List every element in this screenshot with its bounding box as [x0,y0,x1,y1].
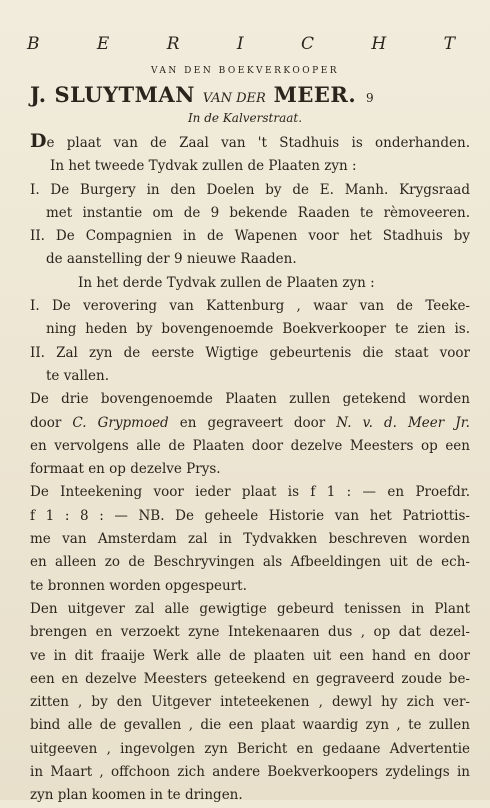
paragraph-4-line-1: De Inteekening voor ieder plaat is f 1 : — en Proefdr. [30,484,470,501]
paragraph-3-line-2 [30,412,470,435]
publisher-initial: J. [30,82,47,107]
paragraph-4-line-4: en alleen zo de Beschryvingen als Afbeeldingen uit de ech- [30,554,470,571]
paragraph-3-text-c: en gegraveert door [168,414,337,431]
item-4-line-1: II. Zal zyn de eerste Wigtige gebeurtenis die staat voor [30,344,470,361]
item-2-line-1: II. De Compagnien in de Wapenen voor het Stadhuis by [30,228,470,245]
item-1-line-2: met instantie om de 9 bekende Raaden te rèmoveeren. [46,204,470,221]
item-1-line-1: I. De Burgery in den Doelen by de E. Manh. Krygsraad [30,181,470,198]
paragraph-5-line-1: Den uitgever zal alle gewigtige gebeurd tenissen in Plant [30,600,470,617]
paragraph-3-line-3: en vervolgens alle de Plaaten door dezelve Meesters op een [30,437,470,454]
paragraph-5-line-2: brengen en verzoekt zyne Intekenaaren dus , op dat dezel- [30,624,470,641]
document-subtitle: VAN DEN BOEKVERKOOPER [150,66,340,76]
publisher-surname: MEER. [273,82,357,107]
publisher-mark: 9 [365,91,375,105]
drop-cap: D [30,130,47,152]
paragraph-5-line-4: een en dezelve Meesters geteekend en gegraveerd zoude be- [30,670,470,687]
paragraph-5-line-8: in Maart , offchoon zich andere Boekverkoopers zydelings in [30,764,470,781]
paragraph-4-line-3: me van Amsterdam zal in Tydvakken beschreven worden [30,531,470,548]
publisher-name: SLUYTMAN [54,82,195,107]
engraver-name: N. v. d. Meer Jr. [336,414,470,431]
publisher-location: In de Kalverstraat. [187,111,303,125]
publisher-line [30,82,470,107]
paragraph-4-line-2: f 1 : 8 : — NB. De geheele Historie van het Patriottis- [30,507,470,524]
item-4-line-2: te vallen. [46,367,109,384]
document-title: B E R I C H T [26,34,481,54]
paragraph-5-line-9: zyn plan koomen in te dringen. [30,787,243,804]
paragraph-5-line-5: zitten , by den Uitgever inteteekenen , dewyl hy zich ver- [30,694,470,711]
paragraph-2: In het derde Tydvak zullen de Plaaten zyn : [78,274,375,291]
paragraph-5-line-3: ve in dit fraaije Werk alle de plaaten uit een hand en door [30,647,470,664]
publisher-connector: VAN DER [202,91,266,106]
artist-name: C. Grypmoed [72,414,169,431]
paragraph-3-line-4: formaat en op dezelve Prys. [30,461,221,478]
paragraph-5-line-6: bind alle de gevallen , die een plaat waardig zyn , te zullen [30,717,470,734]
paragraph-3-line-1: De drie bovengenoemde Plaaten zullen getekend worden [30,391,470,408]
document-body [30,130,470,808]
paragraph-5-line-7: uitgeeven , ingevolgen zyn Bericht en gedaane Advertentie [30,740,470,757]
item-3-line-2: ning heden by bovengenoemde Boekverkooper te zien is. [46,321,470,338]
item-3-line-1: I. De verovering van Kattenburg , waar van de Teeke- [30,298,470,315]
paragraph-1-line-2: In het tweede Tydvak zullen de Plaaten zyn : [50,158,357,175]
paragraph-4-line-5: te bronnen worden opgespeurt. [30,577,247,594]
paragraph-3-text-a: door [30,414,73,431]
item-2-line-2: de aanstelling der 9 nieuwe Raaden. [46,251,297,268]
paragraph-1-text: e plaat van de Zaal van 't Stadhuis is onderhanden. [46,135,470,151]
paragraph-1-line-1 [30,130,470,155]
